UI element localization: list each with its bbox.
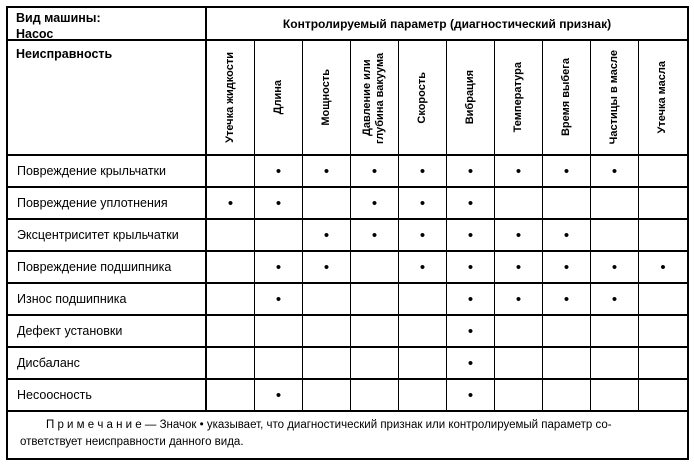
matrix-cell: •	[447, 220, 495, 252]
matrix-cell	[495, 348, 543, 380]
matrix-cell	[639, 156, 687, 188]
matrix-cell	[639, 284, 687, 316]
matrix-cell: •	[303, 220, 351, 252]
matrix-cell: •	[303, 156, 351, 188]
matrix-cell	[399, 380, 447, 412]
row-label: Повреждение крыльчатки	[8, 156, 207, 188]
matrix-cell: •	[591, 284, 639, 316]
column-header-label: Утечка жидкости	[223, 52, 236, 143]
matrix-cell	[543, 348, 591, 380]
table-note	[8, 412, 687, 458]
column-header-oil-particles	[591, 41, 639, 156]
machine-type-value: Насос	[16, 26, 54, 41]
machine-type-label: Вид машины:	[16, 11, 101, 25]
column-header-label: Длина	[271, 80, 284, 115]
matrix-cell	[255, 220, 303, 252]
row-label: Повреждение подшипника	[8, 252, 207, 284]
matrix-cell: •	[591, 252, 639, 284]
matrix-cell	[255, 316, 303, 348]
column-header-label: Давление или глубина вакуума	[361, 51, 387, 144]
matrix-cell	[591, 220, 639, 252]
matrix-cell: •	[447, 316, 495, 348]
matrix-cell: •	[495, 220, 543, 252]
matrix-cell: •	[543, 220, 591, 252]
matrix-cell	[303, 348, 351, 380]
machine-type-cell	[8, 8, 207, 41]
matrix-cell: •	[495, 156, 543, 188]
matrix-cell: •	[255, 156, 303, 188]
matrix-cell	[207, 380, 255, 412]
matrix-cell	[351, 284, 399, 316]
matrix-cell	[495, 188, 543, 220]
matrix-cell: •	[399, 156, 447, 188]
matrix-cell: •	[447, 188, 495, 220]
column-header-speed	[399, 41, 447, 156]
matrix-cell	[207, 220, 255, 252]
matrix-cell	[639, 380, 687, 412]
matrix-cell: •	[639, 252, 687, 284]
matrix-cell	[399, 316, 447, 348]
matrix-cell	[639, 348, 687, 380]
fault-label-cell: Неисправность	[8, 41, 207, 156]
note-line-1: П р и м е ч а н и е — Значок • указывает, что диагностический признак или контролируемый параметр со-	[46, 419, 612, 431]
matrix-cell: •	[399, 188, 447, 220]
matrix-cell: •	[447, 380, 495, 412]
column-header-length	[255, 41, 303, 156]
matrix-cell: •	[447, 252, 495, 284]
matrix-cell	[207, 156, 255, 188]
param-header-cell: Контролируемый параметр (диагностический признак)	[207, 8, 687, 41]
matrix-cell	[351, 316, 399, 348]
matrix-cell	[543, 188, 591, 220]
column-header-rundown-time	[543, 41, 591, 156]
matrix-cell: •	[543, 156, 591, 188]
matrix-cell	[591, 380, 639, 412]
matrix-cell	[591, 188, 639, 220]
matrix-cell	[207, 348, 255, 380]
matrix-cell	[207, 316, 255, 348]
column-header-label: Время выбега	[559, 58, 572, 137]
row-label: Износ подшипника	[8, 284, 207, 316]
matrix-cell	[495, 316, 543, 348]
column-header-label: Утечка масла	[656, 61, 669, 134]
matrix-cell	[591, 348, 639, 380]
matrix-cell	[207, 284, 255, 316]
matrix-cell: •	[447, 156, 495, 188]
matrix-cell: •	[399, 220, 447, 252]
matrix-cell: •	[255, 252, 303, 284]
matrix-cell	[639, 316, 687, 348]
matrix-cell: •	[255, 284, 303, 316]
matrix-cell: •	[591, 156, 639, 188]
matrix-cell	[543, 316, 591, 348]
matrix-cell: •	[543, 252, 591, 284]
row-label: Эксцентриситет крыльчатки	[8, 220, 207, 252]
matrix-cell	[639, 220, 687, 252]
note-line-2: ответствует неисправности данного вида.	[20, 436, 244, 449]
matrix-cell	[399, 284, 447, 316]
matrix-cell: •	[399, 252, 447, 284]
matrix-cell: •	[207, 188, 255, 220]
column-header-label: Температура	[511, 62, 524, 133]
matrix-cell: •	[303, 252, 351, 284]
matrix-cell	[639, 188, 687, 220]
pump-fault-diagnostic-table	[6, 6, 689, 460]
column-header-liquid-leak	[207, 41, 255, 156]
column-header-label: Частицы в масле	[607, 50, 620, 145]
column-header-power	[303, 41, 351, 156]
matrix-cell	[303, 188, 351, 220]
matrix-cell	[303, 284, 351, 316]
matrix-cell	[399, 348, 447, 380]
matrix-cell	[351, 380, 399, 412]
matrix-cell	[543, 380, 591, 412]
row-label: Повреждение уплотнения	[8, 188, 207, 220]
column-header-oil-leak	[639, 41, 687, 156]
matrix-cell: •	[255, 188, 303, 220]
matrix-cell	[303, 316, 351, 348]
row-label: Дисбаланс	[8, 348, 207, 380]
matrix-cell	[255, 348, 303, 380]
matrix-cell	[207, 252, 255, 284]
matrix-cell: •	[495, 252, 543, 284]
matrix-cell: •	[351, 156, 399, 188]
column-header-vibration	[447, 41, 495, 156]
matrix-cell	[495, 380, 543, 412]
row-label: Дефект установки	[8, 316, 207, 348]
column-header-pressure-vacuum	[351, 41, 399, 156]
matrix-cell: •	[351, 220, 399, 252]
matrix-cell: •	[447, 284, 495, 316]
column-header-label: Мощность	[319, 69, 332, 126]
matrix-cell	[303, 380, 351, 412]
matrix-cell: •	[495, 284, 543, 316]
matrix-cell: •	[543, 284, 591, 316]
matrix-cell: •	[447, 348, 495, 380]
column-header-label: Вибрация	[463, 70, 476, 125]
matrix-cell	[351, 348, 399, 380]
matrix-cell	[591, 316, 639, 348]
row-label: Несоосность	[8, 380, 207, 412]
matrix-cell: •	[351, 188, 399, 220]
column-header-temperature	[495, 41, 543, 156]
column-header-label: Скорость	[415, 71, 428, 124]
matrix-cell	[351, 252, 399, 284]
matrix-cell: •	[255, 380, 303, 412]
